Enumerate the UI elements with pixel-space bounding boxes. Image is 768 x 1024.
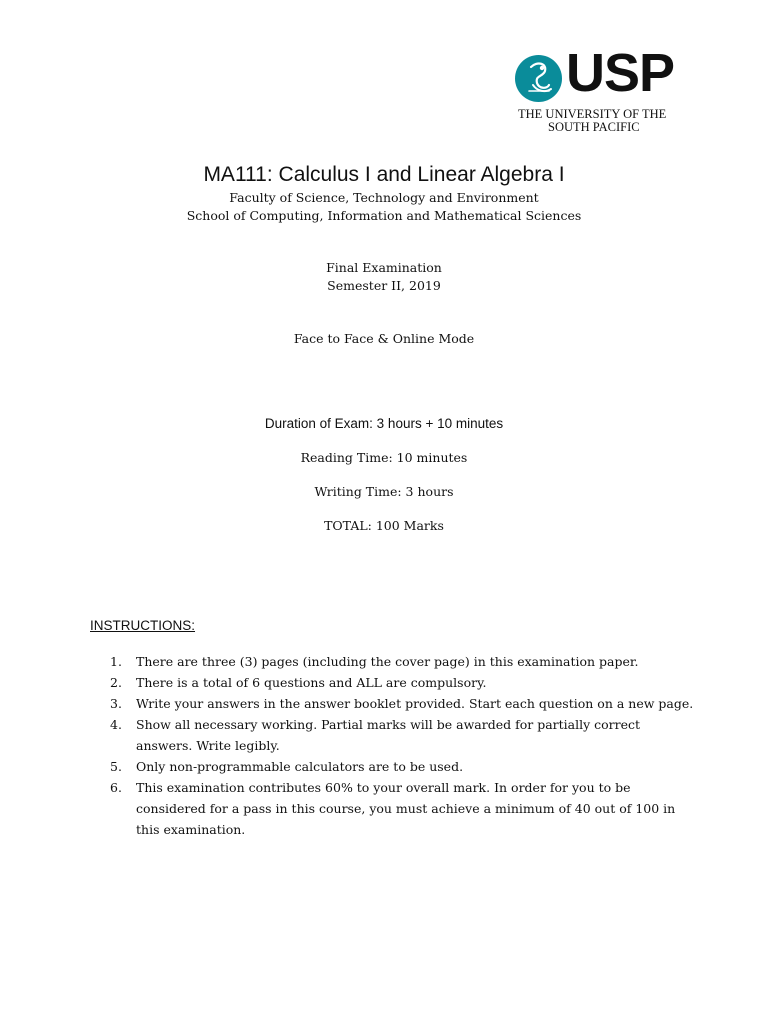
instruction-text: There are three (3) pages (including the cover page) in this examination paper. bbox=[136, 654, 639, 669]
instruction-text: This examination contributes 60% to your overall mark. In order for you to be considered for a pass in this course, you must achieve a minimum of 40 out of 100 in this examination. bbox=[136, 780, 676, 837]
instruction-number: 3. bbox=[110, 696, 122, 711]
faculty-name: Faculty of Science, Technology and Environment bbox=[229, 190, 539, 205]
instruction-number: 1. bbox=[110, 654, 122, 669]
instruction-item bbox=[110, 672, 700, 693]
instruction-text: There is a total of 6 questions and ALL are compulsory. bbox=[136, 675, 487, 690]
writing-time: Writing Time: 3 hours bbox=[314, 484, 454, 499]
reading-time: Reading Time: 10 minutes bbox=[300, 450, 468, 465]
instruction-item bbox=[110, 756, 700, 777]
instruction-text: Only non-programmable calculators are to be used. bbox=[136, 759, 464, 774]
course-title: MA111: Calculus I and Linear Algebra I bbox=[203, 163, 565, 186]
instruction-item bbox=[110, 777, 700, 840]
instructions-list bbox=[110, 651, 700, 840]
usp-logo-line2: SOUTH PACIFIC bbox=[548, 120, 640, 134]
instructions-heading: INSTRUCTIONS: bbox=[90, 618, 196, 633]
exam-type: Final Examination bbox=[326, 260, 442, 275]
school-name: School of Computing, Information and Mathematical Sciences bbox=[186, 208, 582, 223]
usp-logo-mark: USP bbox=[566, 43, 675, 103]
exam-duration: Duration of Exam: 3 hours + 10 minutes bbox=[264, 416, 504, 431]
instruction-number: 5. bbox=[110, 759, 122, 774]
instruction-item bbox=[110, 651, 700, 672]
exam-semester: Semester II, 2019 bbox=[327, 278, 441, 293]
exam-mode: Face to Face & Online Mode bbox=[293, 331, 475, 346]
usp-emblem-icon bbox=[515, 55, 562, 102]
total-marks: TOTAL: 100 Marks bbox=[324, 518, 444, 533]
instruction-item bbox=[110, 693, 700, 714]
usp-logo-line1: THE UNIVERSITY OF THE bbox=[518, 107, 667, 121]
instruction-number: 4. bbox=[110, 717, 122, 732]
instruction-number: 6. bbox=[110, 780, 122, 795]
instruction-item bbox=[110, 714, 700, 756]
usp-logo bbox=[515, 43, 685, 134]
instruction-number: 2. bbox=[110, 675, 122, 690]
instruction-text: Write your answers in the answer booklet provided. Start each question on a new page. bbox=[136, 696, 694, 711]
instruction-text: Show all necessary working. Partial marks will be awarded for partially correct answers. Write legibly. bbox=[136, 717, 641, 753]
